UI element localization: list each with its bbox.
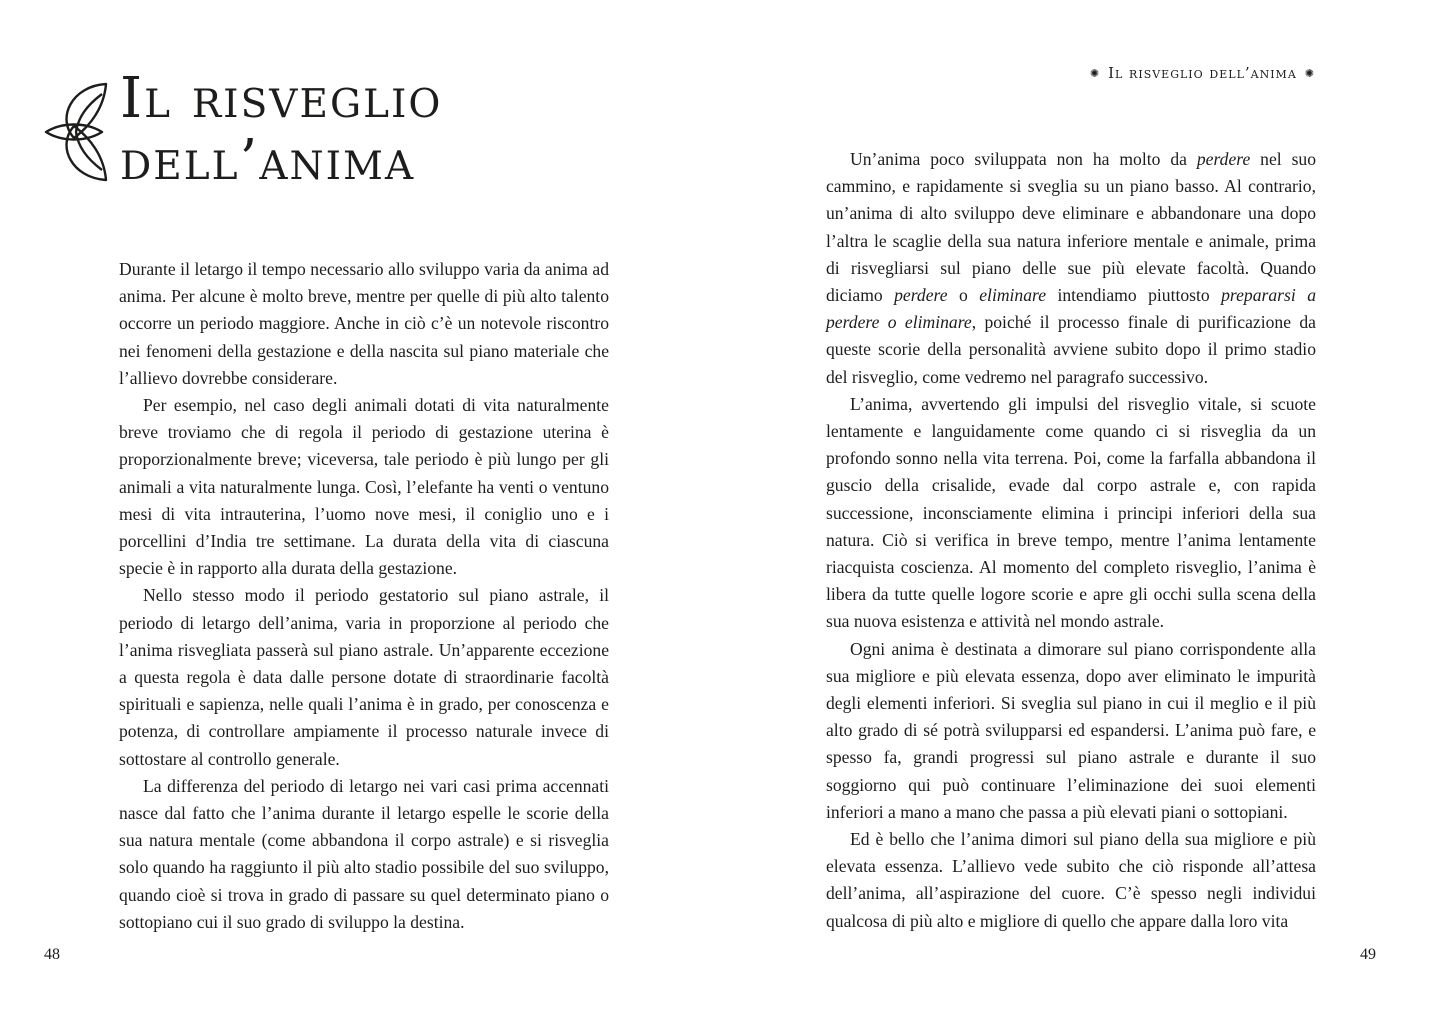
paragraph: Ogni anima è destinata a dimorare sul piano corrispondente alla sua migliore e più elevata essenza, dopo aver eliminato le impurità degli elementi inferiori. Si sveglia sul piano in cui il meglio e il più alto grado di sé potrà svilupparsi ed espandersi. L’anima può fare, e spesso fa, grandi progressi sul piano astrale e durante il suo soggiorno qui può continuare l’eliminazione dei suoi elementi inferiori a mano a mano che passa a più elevati piani o sottopiani. xyxy=(826,638,1316,822)
paragraph: Ed è bello che l’anima dimori sul piano della sua migliore e più elevata essenza. L’allievo vede subito che ciò risponde all’attesa dell’anima, all’aspirazione del cuore. C’è spesso negli individui qualcosa di più alto e migliore di quello che appare dalla loro vita xyxy=(826,829,1316,931)
text-run: Un’anima poco sviluppata non ha molto da xyxy=(850,149,1197,169)
paragraph: Per esempio, nel caso degli animali dotati di vita naturalmente breve troviamo che di regola il periodo di gestazione uterina è proporzionalmente breve; viceversa, tale periodo è più lungo per gli animali a vita naturalmente lunga. Così, l’elefante ha venti o ventuno mesi di vita intrauterina, l’uomo nove mesi, il coniglio uno e i porcellini d’India tre settimane. La durata della vita di ciascuna specie è in rapporto alla durata della gestazione. xyxy=(119,395,609,579)
left-body-text xyxy=(119,256,609,936)
italic-term: eliminare xyxy=(979,285,1047,306)
paragraph: Durante il letargo il tempo necessario allo sviluppo varia da anima ad anima. Per alcune è molto breve, mentre per quelle di più alto talento occorre un periodo maggiore. Anche in ciò c’è un notevole riscontro nei fenomeni della gestazione e della nascita sul piano materiale che l’allievo dovrebbe considerare. xyxy=(119,259,609,388)
right-body-text xyxy=(826,146,1316,935)
paragraph: L’anima, avvertendo gli impulsi del risveglio vitale, si scuote lentamente e languidamente come quando ci si risveglia da un profondo sonno nella vita terrena. Poi, come la farfalla abbandona il guscio della crisalide, evade dal corpo astrale e, con rapida successione, inconsciamente elimina i principi inferiori della sua natura. Ciò si verifica in breve tempo, mentre l’anima lentamente riacquista coscienza. Al momento del completo risveglio, l’anima è libera da tutte quelle logore scorie e apre gli occhi sulla scena della sua nuova esistenza e attività nel mondo astrale. xyxy=(826,393,1316,632)
page-number-right: 49 xyxy=(1360,946,1376,963)
running-header xyxy=(1090,64,1315,82)
leaf-ornament-icon xyxy=(42,78,108,186)
text-run: o xyxy=(947,285,980,306)
text-run: intendiamo piuttosto xyxy=(1046,285,1222,306)
paragraph: La differenza del periodo di letargo nei vari casi prima accennati nasce dal fatto che l’anima durante il letargo espelle le scorie della sua natura mentale (come abbandona il corpo astrale) e si risveglia solo quando ha raggiunto il più alto stadio possibile del suo sviluppo, quando cioè si trova in grado di passare su quel determinato piano o sottopiano cui il suo grado di sviluppo la destina. xyxy=(119,775,609,932)
running-header-title: Il risveglio dell’anima xyxy=(1108,64,1297,82)
paragraph xyxy=(826,146,1316,391)
page-number-left: 48 xyxy=(44,946,60,963)
star-ornament-icon: ✺ xyxy=(1089,66,1101,80)
left-page xyxy=(0,0,722,1013)
chapter-title-line-2: dell’anima xyxy=(120,128,416,193)
italic-term: prepararsi a perdere o eliminare xyxy=(826,285,1316,333)
chapter-title-line-1: Il risveglio xyxy=(120,66,443,131)
italic-term: perdere xyxy=(894,285,948,306)
star-ornament-icon: ✺ xyxy=(1304,66,1315,80)
chapter-title xyxy=(120,68,442,192)
paragraph: Nello stesso modo il periodo gestatorio sul piano astrale, il periodo di letargo dell’anima, varia in proporzione al periodo che l’anima risvegliata passerà sul piano astrale. Un’apparente eccezione a questa regola è data dalle persone dotate di straordinarie facoltà spirituali e sapienza, nelle quali l’anima è in grado, per conoscenza e potenza, di controllare ampiamente il processo naturale invece di sottostare al controllo generale. xyxy=(119,585,609,769)
right-page xyxy=(723,0,1445,1013)
text-run: nel suo cammino, e rapidamente si sveglia su un piano basso. Al contrario, un’anima di alto sviluppo deve eliminare e abbandonare una dopo l’altra le scaglie della sua natura inferiore mentale e animale, prima di risvegliarsi sul piano delle sue più elevate facoltà. Quando diciamo xyxy=(826,149,1317,306)
italic-term: perdere xyxy=(1196,149,1251,169)
text-run: , poiché il processo finale di purificazione da queste scorie della personalità avviene subito dopo il primo stadio del risveglio, come vedremo nel paragrafo successivo. xyxy=(826,312,1316,387)
